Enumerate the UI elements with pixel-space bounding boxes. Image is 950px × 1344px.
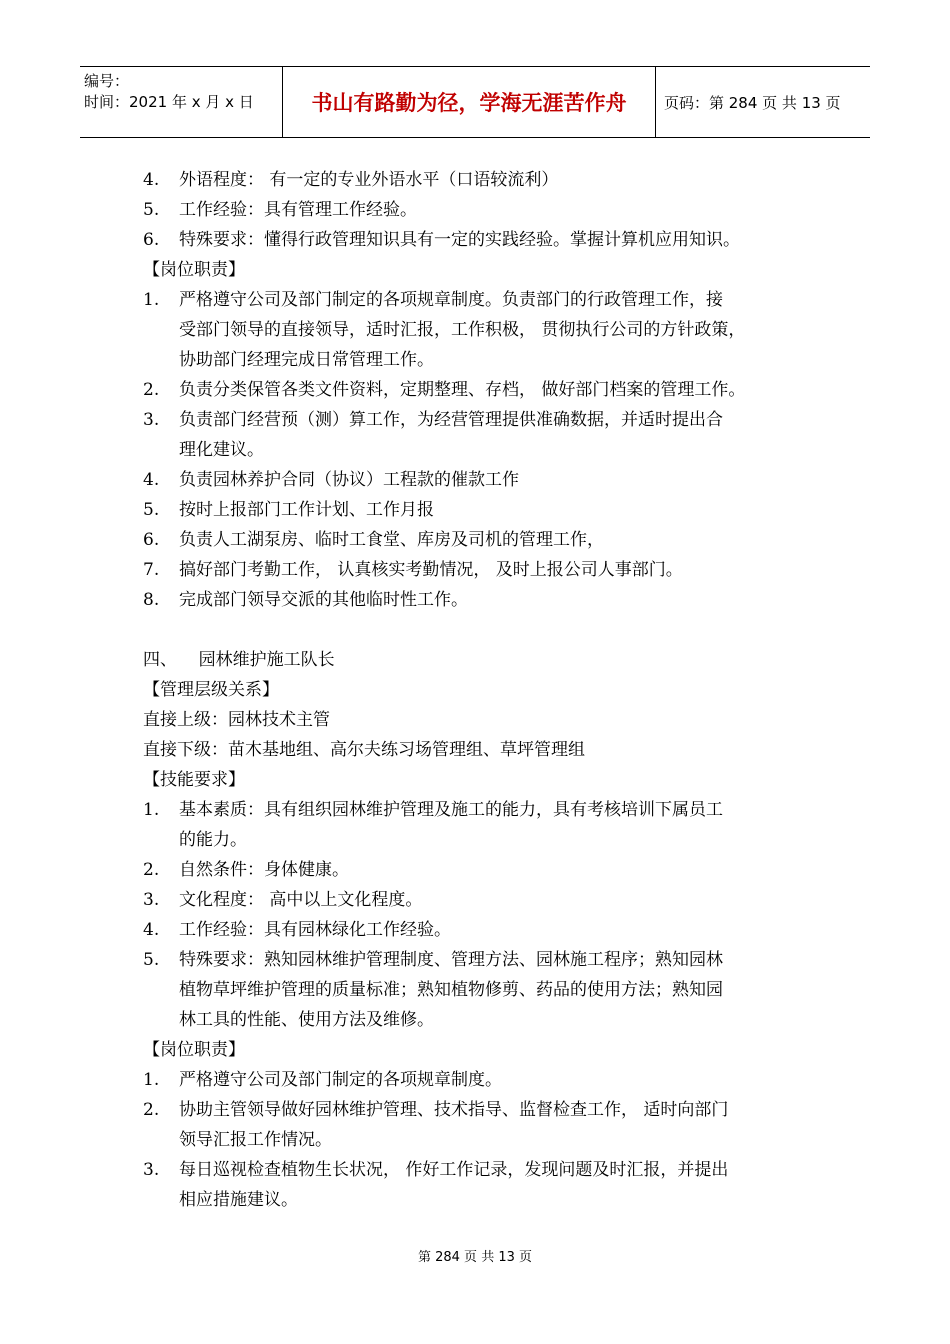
- number-label: 编号：: [84, 72, 130, 90]
- item-number: 2.: [143, 380, 160, 400]
- item-number: 2.: [143, 1100, 160, 1120]
- item-number: 1.: [143, 1070, 160, 1090]
- section-heading: 【岗位职责】: [143, 260, 245, 280]
- page-footer: 第 284 页 共 13 页: [417, 1250, 533, 1265]
- item-number: 6.: [143, 530, 160, 550]
- list-item: [143, 165, 823, 195]
- page-header: [80, 66, 870, 138]
- list-item: [143, 1065, 823, 1095]
- item-number: 4.: [143, 470, 160, 490]
- item-text: 特殊要求：懂得行政管理知识具有一定的实践经验。掌握计算机应用知识。: [179, 230, 740, 250]
- item-text: 协助主管领导做好园林维护管理、技术指导、监督检查工作， 适时向部门: [179, 1100, 729, 1120]
- item-number: 6.: [143, 230, 160, 250]
- item-text: 基本素质：具有组织园林维护管理及施工的能力，具有考核培训下属员工: [179, 800, 723, 820]
- item-text: 严格遵守公司及部门制定的各项规章制度。: [179, 1070, 502, 1090]
- superior-line: 直接上级：园林技术主管: [143, 710, 330, 730]
- item-number: 3.: [143, 890, 160, 910]
- list-item: [143, 225, 823, 255]
- list-item: [143, 1155, 823, 1185]
- item-number: 4.: [143, 920, 160, 940]
- section-heading: 【技能要求】: [143, 770, 245, 790]
- item-number: 5.: [143, 500, 160, 520]
- header-motto: 书山有路勤为径，学海无涯苦作舟: [282, 67, 656, 137]
- item-number: 3.: [143, 1160, 160, 1180]
- item-text: 负责园林养护合同（协议）工程款的催款工作: [179, 470, 519, 490]
- list-item: [143, 555, 823, 585]
- item-text: 负责分类保管各类文件资料，定期整理、存档， 做好部门档案的管理工作。: [179, 380, 746, 400]
- item-text: 自然条件：身体健康。: [179, 860, 349, 880]
- item-number: 1.: [143, 800, 160, 820]
- item-number: 1.: [143, 290, 160, 310]
- item-text: 外语程度： 有一定的专业外语水平（口语较流利）: [179, 170, 559, 190]
- list-item: [143, 945, 823, 975]
- item-number: 5.: [143, 950, 160, 970]
- item-continuation: 林工具的性能、使用方法及维修。: [179, 1010, 434, 1030]
- list-item: [143, 495, 823, 525]
- item-text: 每日巡视检查植物生长状况， 作好工作记录，发现问题及时汇报，并提出: [179, 1160, 729, 1180]
- list-item: [143, 915, 823, 945]
- list-item: [143, 375, 823, 405]
- item-text: 负责部门经营预（测）算工作，为经营管理提供准确数据，并适时提出合: [179, 410, 723, 430]
- header-page-info: 页码：第 284 页 共 13 页: [664, 93, 841, 112]
- list-item: [143, 465, 823, 495]
- header-meta: [84, 71, 280, 113]
- item-number: 4.: [143, 170, 160, 190]
- item-number: 2.: [143, 860, 160, 880]
- item-text: 文化程度： 高中以上文化程度。: [179, 890, 423, 910]
- item-text: 特殊要求：熟知园林维护管理制度、管理方法、园林施工程序；熟知园林: [179, 950, 723, 970]
- item-text: 负责人工湖泵房、临时工食堂、库房及司机的管理工作，: [179, 530, 604, 550]
- item-continuation: 的能力。: [179, 830, 247, 850]
- list-item: [143, 195, 823, 225]
- list-item: [143, 525, 823, 555]
- list-item: [143, 885, 823, 915]
- item-number: 7.: [143, 560, 160, 580]
- list-item: [143, 1095, 823, 1125]
- list-item: [143, 585, 823, 615]
- list-item: [143, 795, 823, 825]
- item-continuation: 植物草坪维护管理的质量标准；熟知植物修剪、药品的使用方法；熟知园: [179, 980, 723, 1000]
- spacer: [143, 615, 823, 645]
- item-text: 工作经验：具有管理工作经验。: [179, 200, 417, 220]
- item-number: 3.: [143, 410, 160, 430]
- item-continuation: 领导汇报工作情况。: [179, 1130, 332, 1150]
- item-continuation: 受部门领导的直接领导，适时汇报，工作积极， 贯彻执行公司的方针政策，: [179, 320, 746, 340]
- item-text: 按时上报部门工作计划、工作月报: [179, 500, 434, 520]
- item-continuation: 理化建议。: [179, 440, 264, 460]
- section-title: 四、 园林维护施工队长: [143, 650, 335, 670]
- subordinate-line: 直接下级：苗木基地组、高尔夫练习场管理组、草坪管理组: [143, 740, 585, 760]
- list-item: [143, 855, 823, 885]
- item-text: 完成部门领导交派的其他临时性工作。: [179, 590, 468, 610]
- item-continuation: 相应措施建议。: [179, 1190, 298, 1210]
- item-number: 5.: [143, 200, 160, 220]
- document-body: [143, 165, 823, 1215]
- item-continuation: 协助部门经理完成日常管理工作。: [179, 350, 434, 370]
- item-number: 8.: [143, 590, 160, 610]
- item-text: 搞好部门考勤工作， 认真核实考勤情况， 及时上报公司人事部门。: [179, 560, 683, 580]
- item-text: 工作经验：具有园林绿化工作经验。: [179, 920, 451, 940]
- list-item: [143, 405, 823, 435]
- list-item: [143, 285, 823, 315]
- time-label: 时间：2021 年 x 月 x 日: [84, 93, 254, 111]
- section-heading: 【管理层级关系】: [143, 680, 279, 700]
- item-text: 严格遵守公司及部门制定的各项规章制度。负责部门的行政管理工作，接: [179, 290, 723, 310]
- section-heading: 【岗位职责】: [143, 1040, 245, 1060]
